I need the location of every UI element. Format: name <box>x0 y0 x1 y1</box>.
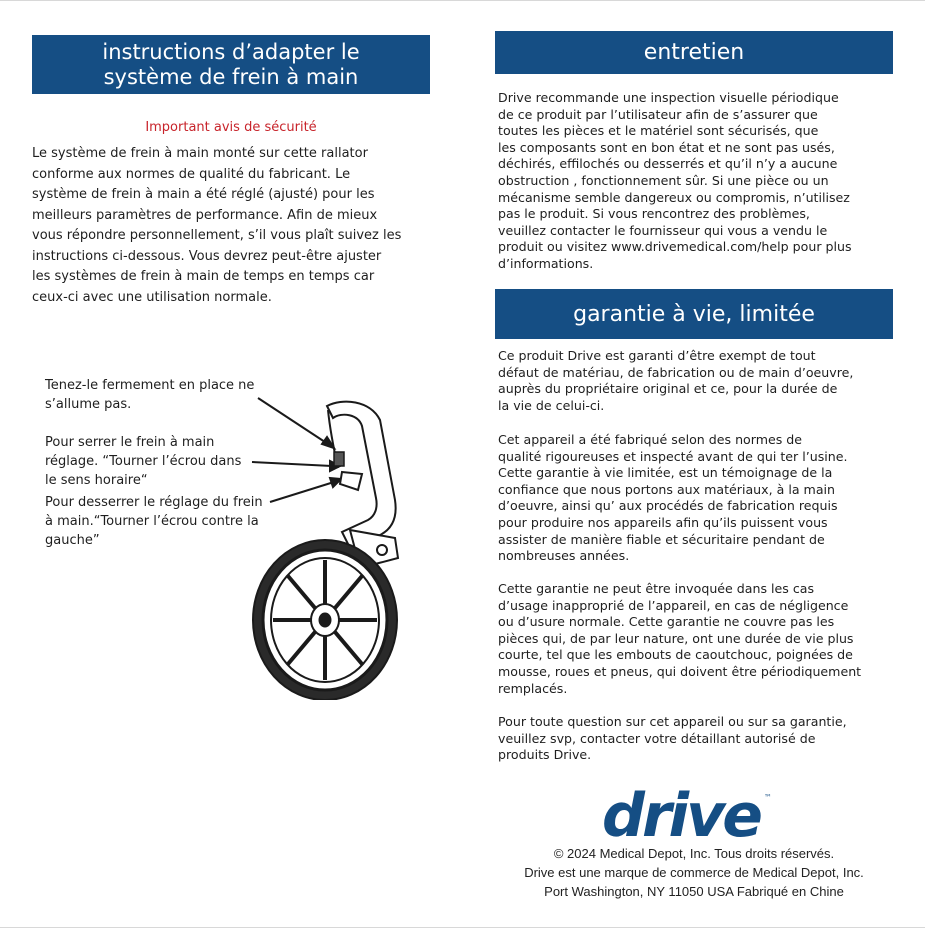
drive-logo <box>600 784 780 844</box>
maintenance-header-text: entretien <box>643 40 745 65</box>
warranty-paragraph: Ce produit Drive est garanti d’être exempt de tout défaut de matériau, de fabrication ou de main d’oeuvre, auprès du propriétaire original et ce, pour la durée de la vie de celui-ci. <box>498 348 854 413</box>
callout-tighten-brake: Pour serrer le frein à main réglage. “Tourner l’écrou dans le sens horaire“ <box>45 435 242 488</box>
arrow-hold <box>258 398 328 444</box>
maintenance-body: Drive recommande une inspection visuelle périodique de ce produit par l’utilisateur afin de s’assurer que toutes les pièces et le matériel sont sécurisés, que les composants sont en bon état et ne sont pas usés, déchirés, effilochés ou desserrés et qu’il n’y a aucune obstruction , fonctionnement sûr. Si une pièce ou un mécanisme semble dangereux ou compromis, n’utilisez pas le produit. Si vous rencontrez des problèmes, veuillez contacter le fournisseur qui vous a vendu le produit ou visitez www.drivemedical.com/help pour plus d’informations. <box>498 90 852 271</box>
drive-logo-tm: ™ <box>764 793 772 802</box>
adjuster-nut <box>334 452 344 466</box>
arrow-tighten <box>252 462 332 466</box>
brake-wheel-illustration <box>230 380 460 700</box>
warranty-header-text: garantie à vie, limitée <box>573 301 815 327</box>
footer-trademark: Drive est une marque de commerce de Medical Depot, Inc. <box>524 865 864 880</box>
fork-bolt <box>377 545 387 555</box>
callout-loosen-brake: Pour desserrer le réglage du frein à main.“Tourner l’écrou contre la gauche” <box>45 495 263 548</box>
warranty-paragraph: Cet appareil a été fabriqué selon des normes de qualité rigoureuses et inspecté avant de qui ter l’usine. Cette garantie à vie limitée, est un témoignage de la confiance que nous portons aux matériaux, à la main d’oeuvre, ainsi qu’ aux procédés de fabrication requis pour produire nos appareils afin qu’ils puissent vous assister de manière fiable et sécuritaire pendant de nombreuses années. <box>498 432 848 564</box>
bottom-rule <box>0 927 925 928</box>
top-rule <box>0 0 925 1</box>
arrow-loosen <box>270 482 334 502</box>
wheel <box>253 540 397 700</box>
maintenance-header <box>495 31 893 74</box>
warranty-paragraph: Pour toute question sur cet appareil ou sur sa garantie, veuillez svp, contacter votre détaillant autorisé de produits Drive. <box>498 714 847 763</box>
warranty-header <box>495 289 893 339</box>
instructions-header-text: instructions d’adapter le système de frein à main <box>102 39 360 89</box>
safety-notice-body: Le système de frein à main monté sur cette rallator conforme aux normes de qualité du fabricant. Le système de frein à main a été réglé (ajusté) pour les meilleurs paramètres de performance. Afin de mieux vous répondre personnellement, s’il vous plaît suivez les instructions ci-dessous. Vous devrez peut-être ajuster les systèmes de frein à main de temps en temps car ceux-ci avec une utilisation normale. <box>32 146 402 305</box>
callout-hold-firmly: Tenez-le fermement en place ne s’allume pas. <box>45 378 255 412</box>
footer-copyright: © 2024 Medical Depot, Inc. Tous droits réservés. <box>553 846 835 861</box>
footer-address: Port Washington, NY 11050 USA Fabriqué en Chine <box>544 884 844 899</box>
safety-notice-title: Important avis de sécurité <box>145 120 317 135</box>
brake-bracket <box>340 472 362 490</box>
instructions-header <box>32 35 430 94</box>
drive-logo-text: drive <box>602 784 760 844</box>
warranty-paragraph: Cette garantie ne peut être invoquée dans les cas d’usage inapproprié de l’appareil, en cas de négligence ou d’usure normale. Cette garantie ne couvre pas les pièces qui, de par leur nature, ont une durée de vie plus courte, tel que les embouts de caoutchouc, poignées de mousse, roues et pneus, qui doivent être périodiquement remplacés. <box>498 581 862 696</box>
